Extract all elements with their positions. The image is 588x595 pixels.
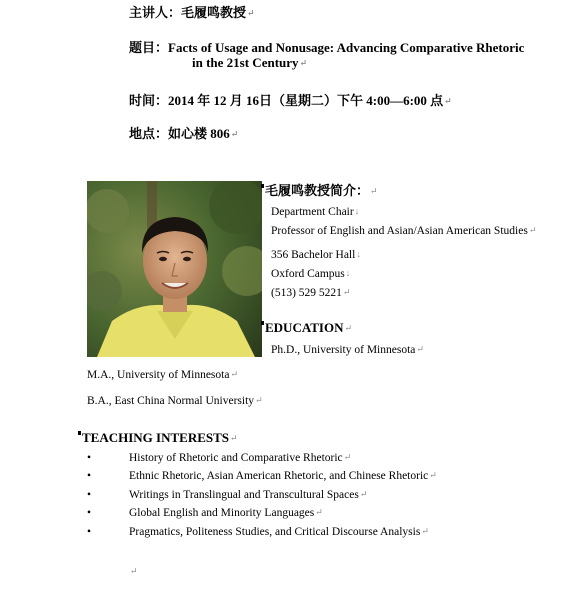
topic-line [129, 37, 524, 56]
bullet-icon: • [87, 526, 92, 538]
portrait-photo [87, 181, 262, 357]
profile-office: 356 Bachelor Hall↓ [271, 249, 361, 261]
list-item: • Ethnic Rhetoric, Asian American Rhetoric, and Chinese Rhetoric↵ [87, 470, 437, 482]
speaker-line: 主讲人：毛履鸣教授↵ [129, 5, 255, 20]
bullet-icon: • [87, 489, 92, 501]
bullet-icon: • [87, 470, 92, 482]
paragraph-marker [78, 431, 81, 435]
teaching-heading: TEACHING INTERESTS↵ [78, 430, 238, 446]
profile-title: 毛履鸣教授简介：↵ [261, 180, 378, 199]
topic-line-2: in the 21st Century↵ [192, 55, 308, 70]
paragraph-marker [261, 184, 264, 188]
profile-campus: Oxford Campus↓ [271, 268, 351, 280]
topic-label: 题目： [129, 40, 169, 55]
list-item: • Writings in Translingual and Transcultural Spaces↵ [87, 489, 368, 501]
empty-paragraph: ↵ [130, 566, 138, 576]
bullet-icon: • [87, 452, 92, 464]
bullet-icon: • [87, 507, 92, 519]
education-degree: B.A., East China Normal University↵ [87, 395, 263, 407]
profile-role: Professor of English and Asian/Asian American Studies↵ [271, 225, 537, 237]
time-line: 时间：2014 年 12 月 16日（星期二）下午 4:00—6:00 点↵ [129, 93, 452, 108]
education-degree: M.A., University of Minnesota↵ [87, 369, 239, 381]
list-item: • Global English and Minority Languages↵ [87, 507, 323, 519]
topic-title: Facts of Usage and Nonusage: Advancing Comparative Rhetoric [168, 40, 525, 55]
list-item: • Pragmatics, Politeness Studies, and Critical Discourse Analysis↵ [87, 526, 429, 538]
education-heading: EDUCATION↵ [261, 320, 352, 336]
profile-phone: (513) 529 5221↵ [271, 287, 351, 299]
list-item: • History of Rhetoric and Comparative Rhetoric↵ [87, 452, 352, 464]
profile-position: Department Chair↓ [271, 206, 360, 218]
paragraph-marker [261, 321, 264, 325]
place-line: 地点：如心楼 806↵ [129, 126, 239, 141]
education-degree: Ph.D., University of Minnesota↵ [271, 344, 424, 356]
